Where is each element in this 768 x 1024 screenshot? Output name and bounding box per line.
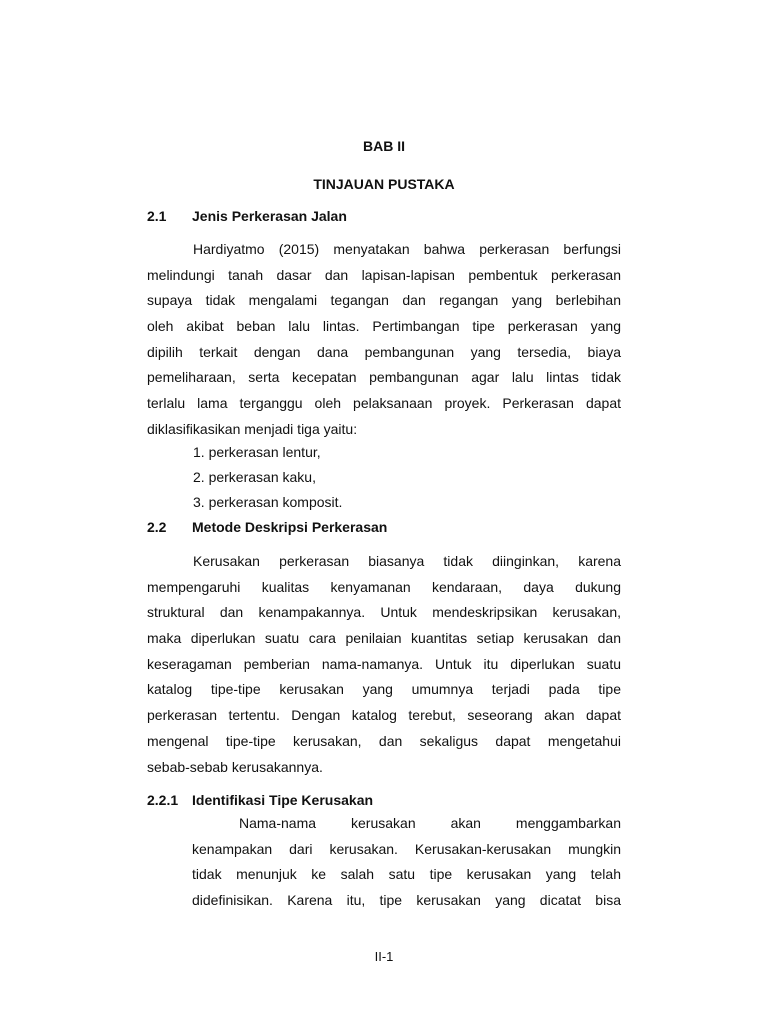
paragraph-line: diklasifikasikan menjadi tiga yaitu: — [147, 420, 358, 437]
paragraph-line: mengenal tipe-tipe kerusakan, dan sekaligus dapat mengetahui — [147, 732, 621, 749]
section-title: Identifikasi Tipe Kerusakan — [192, 792, 374, 808]
section-title: Jenis Perkerasan Jalan — [192, 208, 347, 224]
section-heading-2-2 — [147, 517, 387, 537]
paragraph-line: kenampakan dari kerusakan. Kerusakan-kerusakan mungkin — [192, 840, 621, 857]
paragraph-line: maka diperlukan suatu cara penilaian kuantitas setiap kerusakan dan — [147, 630, 621, 647]
section-title: Metode Deskripsi Perkerasan — [192, 519, 388, 535]
section-heading-2-2-1 — [147, 790, 373, 810]
paragraph-line: perkerasan tertentu. Dengan katalog terebut, seseorang akan dapat — [147, 707, 621, 724]
paragraph-line: Hardiyatmo (2015) menyatakan bahwa perkerasan berfungsi — [193, 241, 621, 257]
paragraph-2-2-1 — [192, 811, 621, 914]
paragraph-line: terlalu lama terganggu oleh pelaksanaan proyek. Perkerasan dapat — [147, 395, 621, 412]
section-number: 2.1 — [147, 208, 167, 224]
paragraph-line: oleh akibat beban lalu lintas. Pertimbangan tipe perkerasan yang — [147, 318, 621, 335]
section-heading-2-1 — [147, 206, 347, 226]
paragraph-line: katalog tipe-tipe kerusakan yang umumnya terjadi pada tipe — [147, 681, 621, 698]
section-number: 2.2 — [147, 519, 167, 535]
list-item: 1. perkerasan lentur, — [193, 444, 321, 460]
list-item: 2. perkerasan kaku, — [193, 469, 316, 485]
chapter-title: TINJAUAN PUSTAKA — [313, 176, 455, 192]
paragraph-line: dipilih terkait dengan dana pembangunan yang tersedia, biaya — [147, 343, 621, 360]
paragraph-line: pemeliharaan, serta kecepatan pembangunan agar lalu lintas tidak — [147, 369, 621, 386]
page-number: II-1 — [374, 949, 394, 964]
paragraph-line: Nama-nama kerusakan akan menggambarkan — [239, 815, 621, 831]
paragraph-line: tidak menunjuk ke salah satu tipe kerusakan yang telah — [192, 866, 621, 883]
paragraph-line: struktural dan kenampakannya. Untuk mendeskripsikan kerusakan, — [147, 604, 621, 621]
paragraph-line: mempengaruhi kualitas kenyamanan kendaraan, daya dukung — [147, 578, 621, 595]
section-number: 2.2.1 — [147, 792, 179, 808]
paragraph-line: supaya tidak mengalami tegangan dan regangan yang berlebihan — [147, 292, 621, 309]
paragraph-line: didefinisikan. Karena itu, tipe kerusakan yang dicatat bisa — [192, 892, 621, 909]
list-item: 3. perkerasan komposit. — [193, 494, 343, 510]
paragraph-line: Kerusakan perkerasan biasanya tidak diinginkan, karena — [193, 553, 621, 569]
paragraph-line: keseragaman pemberian nama-namanya. Untuk itu diperlukan suatu — [147, 655, 621, 672]
classification-list — [193, 440, 342, 515]
chapter-label: BAB II — [363, 138, 405, 154]
paragraph-2-2 — [147, 549, 621, 780]
paragraph-line: sebab-sebab kerusakannya. — [147, 758, 323, 775]
paragraph-2-1 — [147, 237, 621, 443]
paragraph-line: melindungi tanah dasar dan lapisan-lapisan pembentuk perkerasan — [147, 266, 621, 283]
